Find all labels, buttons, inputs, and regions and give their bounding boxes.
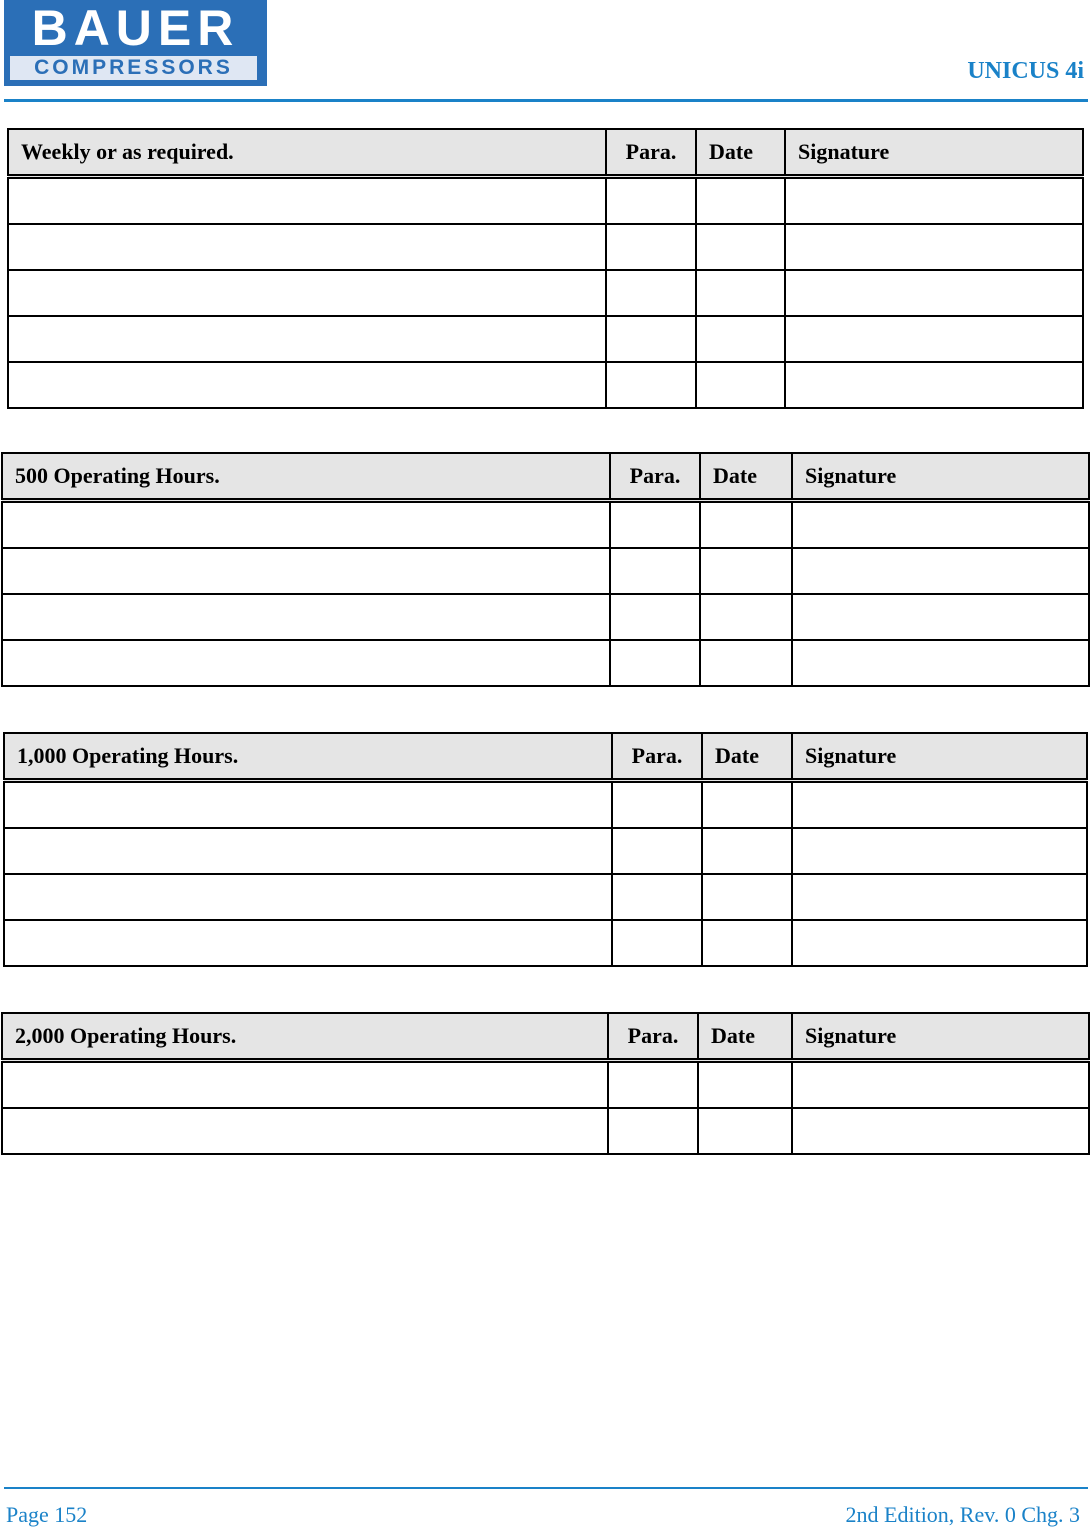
date-cell[interactable] [702, 828, 792, 874]
table-row [4, 828, 1087, 874]
signature-cell[interactable] [792, 640, 1089, 686]
date-cell[interactable] [698, 1061, 792, 1109]
signature-header: Signature [792, 733, 1087, 781]
para-cell[interactable] [612, 874, 702, 920]
date-header: Date [696, 129, 785, 177]
signature-cell[interactable] [792, 594, 1089, 640]
table-row [2, 640, 1089, 686]
task-cell[interactable] [2, 594, 610, 640]
task-cell[interactable] [2, 501, 610, 549]
logo-subtitle: COMPRESSORS [10, 56, 257, 80]
task-cell[interactable] [4, 920, 612, 966]
date-header: Date [698, 1013, 792, 1061]
signature-header: Signature [785, 129, 1083, 177]
table-row [8, 362, 1083, 408]
date-cell[interactable] [696, 362, 785, 408]
signature-cell[interactable] [785, 270, 1083, 316]
interval-title: 2,000 Operating Hours. [2, 1013, 608, 1061]
para-cell[interactable] [606, 177, 696, 225]
table-row [4, 920, 1087, 966]
date-cell[interactable] [698, 1108, 792, 1154]
date-cell[interactable] [700, 594, 792, 640]
date-cell[interactable] [700, 640, 792, 686]
para-header: Para. [610, 453, 700, 501]
signature-cell[interactable] [792, 920, 1087, 966]
signature-header: Signature [792, 1013, 1089, 1061]
signature-cell[interactable] [785, 362, 1083, 408]
para-cell[interactable] [606, 270, 696, 316]
date-cell[interactable] [696, 224, 785, 270]
task-cell[interactable] [2, 1061, 608, 1109]
task-cell[interactable] [8, 224, 606, 270]
interval-title: 500 Operating Hours. [2, 453, 610, 501]
para-cell[interactable] [606, 316, 696, 362]
para-cell[interactable] [608, 1108, 698, 1154]
maintenance-table-weekly [7, 128, 1084, 409]
task-cell[interactable] [2, 640, 610, 686]
table-row [2, 1061, 1089, 1109]
task-cell[interactable] [2, 548, 610, 594]
table-row [8, 224, 1083, 270]
table-header-row [8, 129, 1083, 177]
table-header-row [4, 733, 1087, 781]
signature-cell[interactable] [792, 1108, 1089, 1154]
task-cell[interactable] [2, 1108, 608, 1154]
date-cell[interactable] [696, 270, 785, 316]
task-cell[interactable] [4, 874, 612, 920]
para-cell[interactable] [612, 828, 702, 874]
signature-cell[interactable] [792, 548, 1089, 594]
date-cell[interactable] [696, 177, 785, 225]
maintenance-table-500h [1, 452, 1090, 687]
bauer-compressors-logo [4, 0, 267, 86]
task-cell[interactable] [4, 828, 612, 874]
signature-header: Signature [792, 453, 1089, 501]
para-cell[interactable] [610, 548, 700, 594]
date-cell[interactable] [696, 316, 785, 362]
para-cell[interactable] [610, 640, 700, 686]
signature-cell[interactable] [792, 1061, 1089, 1109]
table-header-row [2, 1013, 1089, 1061]
maintenance-table-2000h [1, 1012, 1090, 1155]
para-cell[interactable] [610, 594, 700, 640]
table-row [8, 316, 1083, 362]
task-cell[interactable] [4, 781, 612, 829]
para-cell[interactable] [610, 501, 700, 549]
signature-cell[interactable] [785, 177, 1083, 225]
task-cell[interactable] [8, 316, 606, 362]
footer-rule [4, 1487, 1088, 1489]
logo-wordmark: BAUER [31, 0, 240, 56]
para-cell[interactable] [606, 362, 696, 408]
date-cell[interactable] [700, 501, 792, 549]
para-header: Para. [608, 1013, 698, 1061]
header-rule [4, 99, 1088, 102]
date-cell[interactable] [702, 920, 792, 966]
table-row [4, 874, 1087, 920]
table-row [2, 1108, 1089, 1154]
table-row [2, 594, 1089, 640]
page-number: Page 152 [6, 1502, 88, 1527]
para-header: Para. [612, 733, 702, 781]
table-row [8, 270, 1083, 316]
para-cell[interactable] [608, 1061, 698, 1109]
signature-cell[interactable] [792, 828, 1087, 874]
signature-cell[interactable] [785, 224, 1083, 270]
interval-title: Weekly or as required. [8, 129, 606, 177]
maintenance-table-1000h [3, 732, 1088, 967]
date-cell[interactable] [700, 548, 792, 594]
edition-info: 2nd Edition, Rev. 0 Chg. 3 [845, 1502, 1080, 1527]
table-row [2, 501, 1089, 549]
date-header: Date [700, 453, 792, 501]
task-cell[interactable] [8, 362, 606, 408]
table-header-row [2, 453, 1089, 501]
para-cell[interactable] [606, 224, 696, 270]
para-cell[interactable] [612, 781, 702, 829]
task-cell[interactable] [8, 177, 606, 225]
para-cell[interactable] [612, 920, 702, 966]
signature-cell[interactable] [792, 781, 1087, 829]
date-header: Date [702, 733, 792, 781]
signature-cell[interactable] [785, 316, 1083, 362]
model-name: UNICUS 4i [967, 58, 1084, 84]
para-header: Para. [606, 129, 696, 177]
table-row [2, 548, 1089, 594]
table-row [4, 781, 1087, 829]
interval-title: 1,000 Operating Hours. [4, 733, 612, 781]
task-cell[interactable] [8, 270, 606, 316]
date-cell[interactable] [702, 874, 792, 920]
signature-cell[interactable] [792, 874, 1087, 920]
date-cell[interactable] [702, 781, 792, 829]
signature-cell[interactable] [792, 501, 1089, 549]
table-row [8, 177, 1083, 225]
